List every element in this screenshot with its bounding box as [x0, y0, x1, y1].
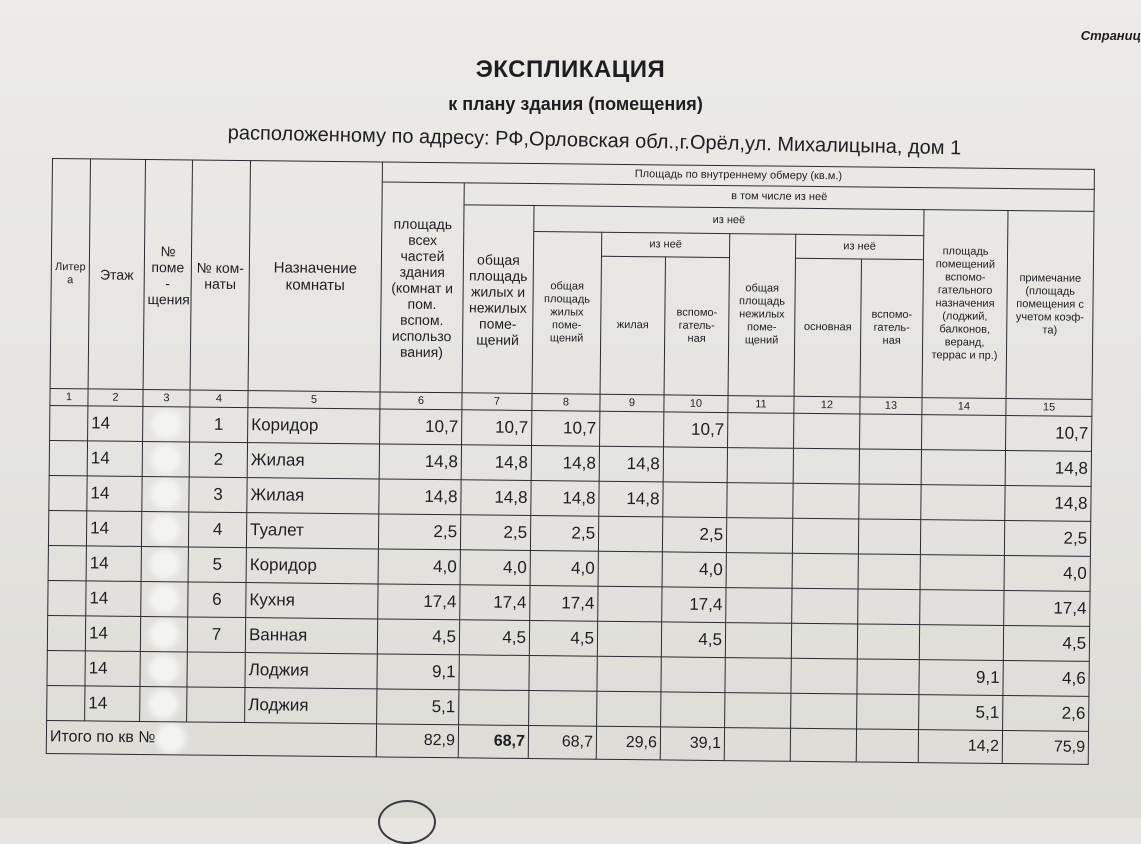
redacted-mark: [154, 483, 176, 505]
table-cell: [921, 485, 1005, 521]
column-number: 6: [380, 392, 462, 410]
column-number: 11: [728, 396, 794, 414]
table-body: [47, 405, 1092, 731]
table-cell: [187, 652, 245, 688]
header-total-all: площадь всех частей здания (комнат и пом. вспом. использо вания): [380, 182, 464, 393]
table-cell: [791, 658, 857, 694]
table-cell: 14: [85, 651, 140, 687]
table-cell: 2,5: [662, 517, 726, 553]
table-cell: 14: [87, 441, 142, 477]
table-cell: 10,7: [532, 411, 600, 447]
table-cell: 14,8: [379, 479, 461, 515]
table-cell: [857, 624, 919, 660]
table-cell: 4,0: [530, 551, 598, 587]
table-cell: Жилая: [247, 443, 379, 479]
table-cell: [600, 411, 664, 447]
table-cell: 14,8: [531, 481, 599, 517]
header-floor: Этаж: [88, 159, 145, 390]
table-cell: 5: [188, 547, 246, 583]
table-cell: 14: [85, 686, 140, 722]
table-cell: 17,4: [460, 585, 530, 621]
total-cell: [724, 728, 790, 762]
table-cell: 17,4: [530, 586, 598, 622]
table-cell: [858, 554, 920, 590]
table-cell: [725, 693, 791, 729]
table-cell: [920, 520, 1004, 556]
table-cell: 7: [187, 617, 245, 653]
table-cell: [47, 615, 85, 650]
table-cell: [47, 650, 85, 685]
table-cell: [48, 510, 86, 545]
table-cell: 4,0: [378, 549, 460, 585]
explication-table-wrapper: [46, 158, 1095, 765]
total-cell: 39,1: [660, 727, 724, 761]
table-cell: 17,4: [1004, 590, 1090, 626]
header-room-no: № ком- наты: [190, 160, 250, 391]
table-cell: 14: [85, 616, 140, 652]
table-cell: 14: [88, 406, 143, 442]
table-cell: [727, 483, 793, 519]
table-cell: 2,5: [460, 515, 530, 551]
table-cell: 4,0: [1004, 555, 1090, 591]
table-cell: Кухня: [246, 583, 378, 619]
redacted-mark: [155, 448, 177, 470]
table-cell: [187, 687, 245, 723]
table-cell: 2,6: [1003, 695, 1089, 731]
column-number: 8: [532, 394, 600, 412]
total-cell: 68,7: [528, 726, 596, 760]
table-cell: [459, 655, 529, 691]
table-cell: 14,8: [531, 446, 599, 482]
table-cell: Туалет: [246, 513, 378, 549]
total-cell: 75,9: [1002, 730, 1088, 764]
document-title: ЭКСПЛИКАЦИЯ: [475, 56, 666, 83]
table-cell: [792, 518, 858, 554]
column-number: 13: [860, 397, 922, 415]
table-cell: 14: [87, 476, 142, 512]
table-cell: [725, 623, 791, 659]
table-cell: [859, 449, 921, 485]
table-cell: [597, 621, 661, 657]
table-cell: 10,7: [1005, 416, 1091, 452]
table-cell: [920, 555, 1004, 591]
premise-cell: [140, 651, 187, 686]
total-cell: [790, 728, 856, 762]
total-label-cell: [46, 720, 376, 756]
column-number: 10: [664, 395, 728, 413]
table-cell: 4,5: [661, 622, 725, 658]
column-number: 4: [190, 390, 248, 408]
column-number: 9: [600, 394, 664, 412]
premise-cell: [141, 546, 188, 581]
address-line: расположенному по адресу: РФ,Орловская обл.,г.Орёл,ул. Михалицына, дом 1: [227, 122, 962, 160]
table-cell: 2,5: [378, 514, 460, 550]
header-purpose: Назначение комнаты: [248, 161, 382, 392]
table-cell: [49, 440, 87, 475]
table-cell: 9,1: [919, 660, 1003, 696]
table-cell: 14: [86, 511, 141, 547]
header-premise-no: № поме - щения: [143, 159, 192, 389]
header-including: в том числе из неё: [464, 183, 1094, 212]
redacted-mark: [152, 693, 174, 715]
header-liter: Литер а: [50, 159, 90, 389]
table-cell: Коридор: [248, 408, 380, 444]
table-cell: 4: [188, 512, 246, 548]
header-area-group: Площадь по внутреннему обмеру (кв.м.): [382, 162, 1094, 189]
header-of-it-top: из неё: [534, 206, 924, 236]
table-cell: [726, 588, 792, 624]
table-cell: 17,4: [378, 584, 460, 620]
table-cell: [529, 691, 597, 727]
table-cell: [597, 656, 661, 692]
redacted-mark: [153, 658, 175, 680]
table-cell: 17,4: [662, 587, 726, 623]
table-cell: [459, 690, 529, 726]
premise-cell: [143, 406, 190, 441]
table-cell: 5,1: [919, 695, 1003, 731]
table-cell: [794, 413, 860, 449]
table-cell: [920, 590, 1004, 626]
table-cell: 10,7: [462, 410, 532, 446]
header-nonres-aux: вспомо- гатель- ная: [860, 259, 923, 398]
table-cell: [49, 475, 87, 510]
column-number: 14: [922, 398, 1006, 416]
redacted-mark: [154, 553, 176, 575]
total-cell: 14,2: [918, 730, 1002, 764]
table-cell: Ванная: [245, 618, 377, 654]
table-cell: 4,5: [459, 620, 529, 656]
table-cell: [793, 448, 859, 484]
table-cell: [661, 657, 725, 693]
table-cell: [792, 588, 858, 624]
table-cell: [728, 413, 794, 449]
table-cell: [919, 625, 1003, 661]
total-cell: 68,7: [458, 725, 528, 759]
header-of-it-nonres: из неё: [795, 234, 923, 259]
table-cell: 2: [189, 442, 247, 478]
table-cell: 2,5: [530, 516, 598, 552]
table-cell: 4,0: [460, 550, 530, 586]
table-cell: [857, 659, 919, 695]
redacted-mark: [160, 727, 182, 749]
table-cell: Лоджия: [245, 653, 377, 689]
document-subtitle: к плану здания (помещения): [448, 94, 703, 114]
header-note: примечание (площадь помещения с учетом коэф-та): [1006, 211, 1094, 400]
table-cell: 14,8: [599, 481, 663, 517]
table-cell: 14,8: [379, 444, 461, 480]
table-cell: [857, 694, 919, 730]
header-total-res-nonres: общая площадь жилых и нежилых поме- щений: [462, 205, 534, 394]
table-cell: 14,8: [1005, 485, 1091, 521]
header-res-aux: вспомо- гатель- ная: [664, 257, 729, 396]
table-cell: 4,6: [1003, 660, 1089, 696]
column-number: 3: [143, 389, 190, 406]
page-corner-label: Страниц: [1080, 28, 1141, 43]
column-number: 12: [794, 396, 860, 414]
table-cell: [663, 447, 727, 483]
header-aux-purpose: площадь помещений вспомо- гательного назначения (лоджий, балконов, веранд, террас и пр.): [922, 210, 1008, 399]
table-cell: 10,7: [664, 412, 728, 448]
premise-cell: [142, 441, 189, 476]
premise-cell: [141, 581, 188, 616]
column-number: 5: [248, 391, 380, 409]
table-cell: [47, 685, 85, 720]
table-cell: 5,1: [377, 689, 459, 725]
table-cell: [726, 518, 792, 554]
column-number: 7: [462, 393, 532, 411]
table-cell: 4,0: [662, 552, 726, 588]
table-cell: [921, 415, 1005, 451]
table-cell: 6: [188, 582, 246, 618]
table-cell: [663, 482, 727, 518]
table-cell: 14: [86, 581, 141, 617]
table-cell: [859, 414, 921, 450]
premise-cell: [142, 476, 189, 511]
total-cell: [856, 729, 918, 763]
table-cell: 2,5: [1004, 520, 1090, 556]
table-cell: [50, 405, 88, 440]
header-res-total: общая площадь жилых поме- щений: [532, 232, 602, 395]
table-cell: 14,8: [599, 446, 663, 482]
table-cell: [598, 586, 662, 622]
table-cell: [858, 589, 920, 625]
table-cell: Лоджия: [245, 688, 377, 724]
explication-table: [46, 158, 1095, 765]
table-cell: Коридор: [246, 548, 378, 584]
header-res-living: жилая: [600, 256, 665, 395]
table-cell: 1: [190, 407, 248, 443]
redacted-mark: [153, 623, 175, 645]
premise-cell: [140, 616, 187, 651]
table-cell: [598, 551, 662, 587]
column-number: 1: [50, 388, 88, 405]
table-cell: [725, 658, 791, 694]
total-label: Итого по кв №: [49, 728, 156, 747]
table-cell: [791, 623, 857, 659]
stamp-mark: [378, 800, 436, 844]
table-cell: 10,7: [380, 409, 462, 445]
premise-cell: [140, 686, 187, 721]
table-cell: [859, 484, 921, 520]
table-cell: [48, 545, 86, 580]
table-cell: [921, 450, 1005, 486]
column-number: 15: [1006, 399, 1092, 417]
table-cell: [726, 553, 792, 589]
header-nonres-main: основная: [794, 258, 861, 397]
header-nonres-total: общая площадь нежилых поме- щений: [728, 234, 796, 397]
table-cell: Жилая: [247, 478, 379, 514]
table-cell: 14: [86, 546, 141, 582]
table-cell: 4,5: [377, 619, 459, 655]
table-cell: [597, 691, 661, 727]
column-number: 2: [88, 389, 143, 407]
table-cell: [661, 692, 725, 728]
table-cell: 4,5: [1003, 625, 1089, 661]
table-cell: [727, 448, 793, 484]
redacted-mark: [155, 413, 177, 435]
redacted-mark: [154, 518, 176, 540]
total-cell: 29,6: [596, 726, 660, 760]
table-cell: [598, 516, 662, 552]
premise-cell: [141, 511, 188, 546]
table-cell: [791, 693, 857, 729]
table-cell: 3: [189, 477, 247, 513]
table-cell: 14,8: [461, 445, 531, 481]
header-of-it-res: из неё: [602, 232, 730, 257]
table-cell: 14,8: [1005, 451, 1091, 487]
total-cell: 82,9: [376, 724, 458, 758]
table-cell: [792, 553, 858, 589]
table-cell: [48, 580, 86, 615]
table-cell: 14,8: [461, 480, 531, 516]
table-cell: [793, 483, 859, 519]
table-cell: 9,1: [377, 654, 459, 690]
table-cell: [858, 519, 920, 555]
table-cell: 4,5: [529, 621, 597, 657]
redacted-mark: [153, 588, 175, 610]
table-cell: [529, 656, 597, 692]
